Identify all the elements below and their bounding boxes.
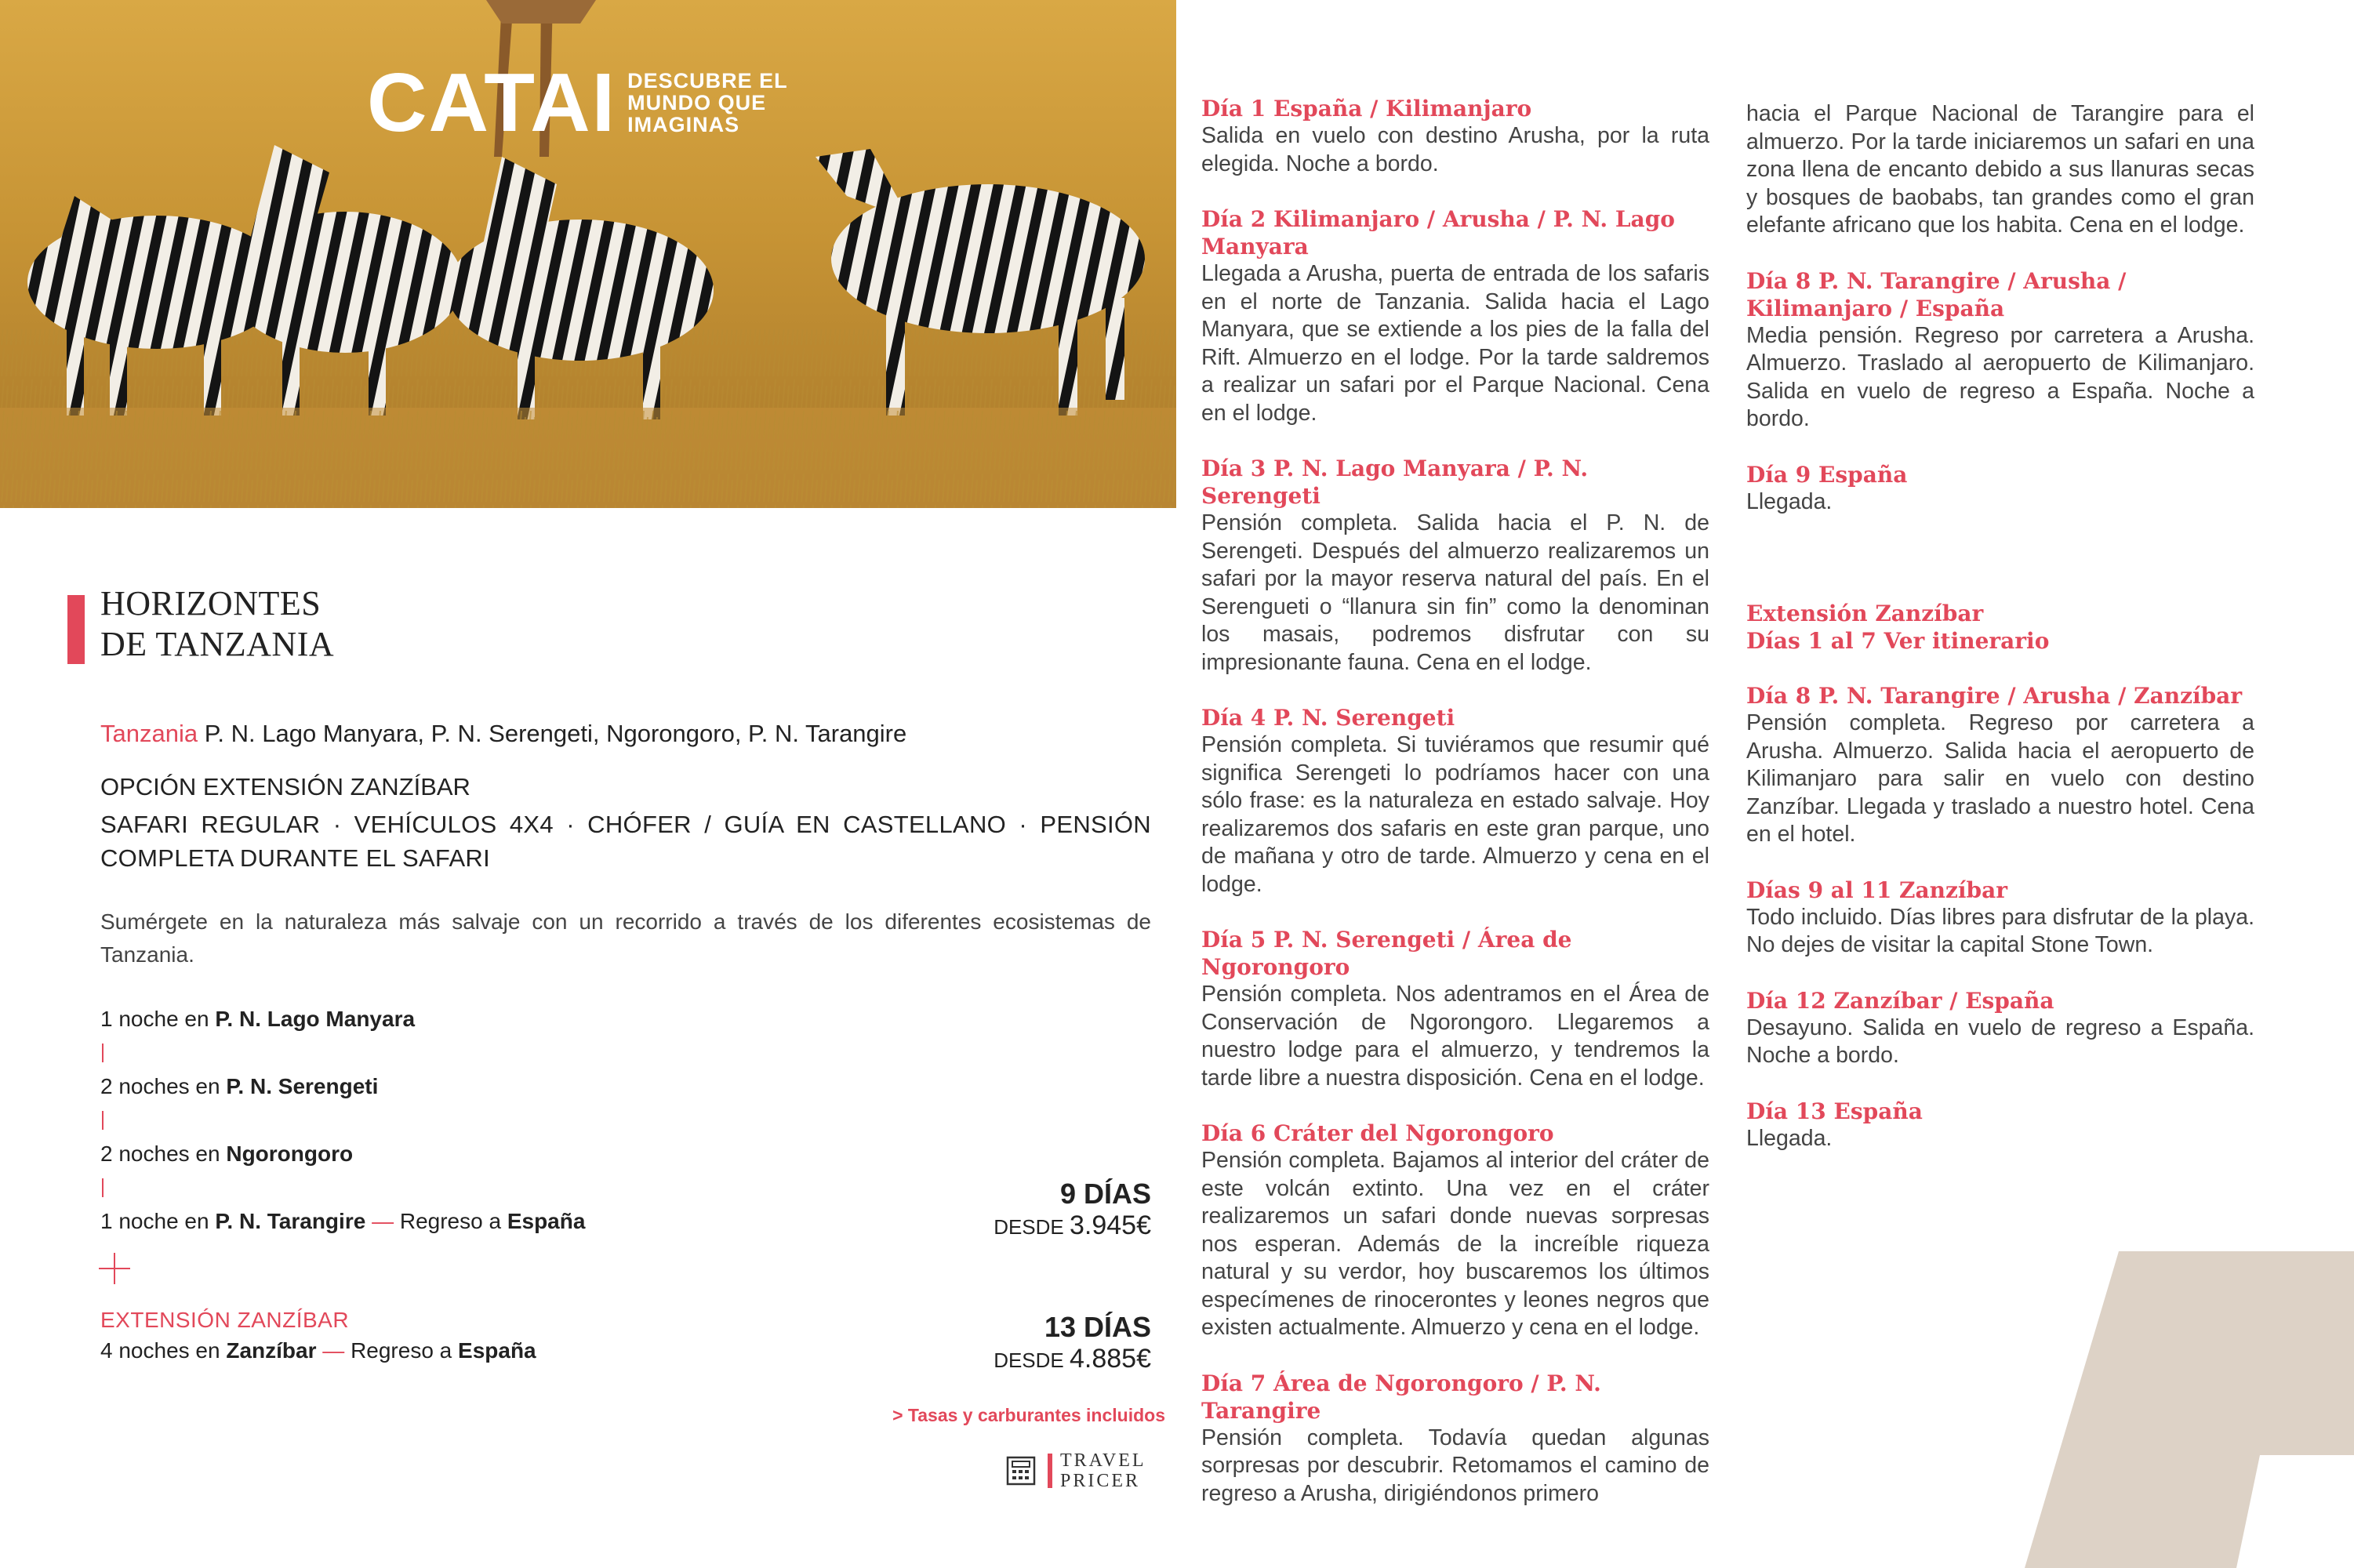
night-count: 1 noche en: [100, 1007, 209, 1031]
title-line: DE TANZANIA: [100, 625, 335, 663]
price-from-label: DESDE: [994, 1348, 1064, 1372]
return-place: España: [458, 1338, 536, 1363]
pricer-line: PRICER: [1060, 1471, 1141, 1491]
night-count: 1 noche en: [100, 1209, 209, 1233]
tour-features: SAFARI REGULAR · VEHÍCULOS 4X4 · CHÓFER / GUÍA EN CASTELLANO · PENSIÓN COMPLETA DURANTE EL SAFARI: [100, 811, 1151, 872]
pricer-accent-bar: [1048, 1454, 1052, 1488]
day-text: hacia el Parque Nacional de Tarangire para el almuerzo. Por la tarde iniciaremos un safari en una zona llena de encanto debido a sus llanuras secas y bosques de baobabs, tan grandes como el gran elefante africano que los habita. Cena en el lodge.: [1746, 101, 2254, 238]
country-name: Tanzania: [100, 720, 198, 747]
night-count: 2 noches en: [100, 1074, 220, 1098]
extension-title: EXTENSIÓN ZANZÍBAR: [100, 1308, 350, 1332]
day-title: Día 1 España / Kilimanjaro: [1201, 96, 1532, 122]
price-9-days: [994, 1178, 1151, 1241]
night-place: Zanzíbar: [226, 1338, 317, 1363]
extension-heading-line: Extensión Zanzíbar: [1746, 601, 1984, 626]
nights-list: [100, 1002, 585, 1238]
itinerary-day: [1746, 877, 2254, 960]
itinerary-day: [1201, 205, 1709, 427]
extension-heading: [1746, 600, 2254, 655]
dash: —: [322, 1338, 345, 1363]
night-separator: [100, 1103, 585, 1137]
day-title: Días 9 al 11 Zanzíbar: [1746, 877, 2007, 903]
pricer-line: TRAVEL: [1060, 1450, 1146, 1471]
day-title: Día 12 Zanzíbar / España: [1746, 987, 2054, 1014]
itinerary-day: [1201, 1370, 1709, 1508]
logo-tagline: [627, 70, 788, 136]
night-place: P. N. Tarangire: [215, 1209, 366, 1233]
price-amount: 3.945€: [1070, 1210, 1151, 1240]
day-title: Día 13 España: [1746, 1098, 1923, 1124]
day-text: Salida en vuelo con destino Arusha, por la ruta elegida. Noche a bordo.: [1201, 123, 1709, 176]
price-duration: 9 DÍAS: [1059, 1178, 1151, 1210]
price-from: [994, 1344, 1151, 1374]
day-title: Día 4 P. N. Serengeti: [1201, 705, 1455, 731]
catai-logo[interactable]: [367, 56, 788, 149]
title-line: HORIZONTES: [100, 584, 321, 622]
itinerary-day: [1746, 987, 2254, 1070]
day-text: Pensión completa. Salida hacia el P. N. de Serengeti. Después del almuerzo realizaremos un safari por la mayor reserva natural del país. En el Serengueti o “llanura sin fin” como la denominan los masais, podremos disfrutar con su impresionante fauna. Cena en el lodge.: [1201, 510, 1709, 675]
travel-pricer-badge[interactable]: [1005, 1450, 1146, 1491]
day-text: Pensión completa. Bajamos al interior del cráter de este volcán extinto. Una vez en el cráter realizaremos un safari donde nuevas sorpresas nos esperan. Además de la increíble riqueza natural y su verdor, hoy buscaremos los últimos especímenes de rinocerontes y leones negros que existen actualmente. Almuerzo y cena en el lodge.: [1201, 1148, 1709, 1340]
price-duration: 13 DÍAS: [1044, 1311, 1151, 1343]
day-text: Media pensión. Regreso por carretera a Arusha. Almuerzo. Traslado al aeropuerto de Kilimanjaro. Salida en vuelo de regreso a España. Noche a bordo.: [1746, 322, 2254, 431]
night-item: [100, 1069, 585, 1103]
night-separator: [100, 1171, 585, 1204]
night-item: [100, 1204, 585, 1238]
itinerary-day: [1746, 1098, 2254, 1153]
return-place: España: [507, 1209, 586, 1233]
night-count: 4 noches en: [100, 1338, 220, 1363]
calculator-icon: [1005, 1455, 1037, 1486]
itinerary-day: [1201, 926, 1709, 1092]
itinerary-day: [1746, 461, 2254, 517]
hero-photo-zebras: [0, 0, 1176, 508]
day-title: Día 8 P. N. Tarangire / Arusha / Kilimanjaro / España: [1746, 267, 2127, 321]
section-spacer: [1746, 543, 2254, 600]
destinations: [100, 720, 906, 748]
price-amount: 4.885€: [1070, 1344, 1151, 1374]
itinerary-day: [1201, 704, 1709, 898]
night-count: 2 noches en: [100, 1142, 220, 1166]
decorative-corner-shape: [2025, 1251, 2354, 1568]
day-text: Llegada.: [1746, 488, 1833, 514]
itinerary-day: [1201, 455, 1709, 677]
day-title: Día 7 Área de Ngorongoro / P. N. Tarangire: [1201, 1370, 1601, 1424]
itinerary-column-2: [1746, 100, 2254, 1180]
night-place: Ngorongoro: [226, 1142, 354, 1166]
itinerary-day: [1746, 682, 2254, 849]
itinerary-day: [1201, 95, 1709, 178]
day-title: Día 3 P. N. Lago Manyara / P. N. Serengeti: [1201, 456, 1589, 509]
night-place: P. N. Lago Manyara: [215, 1007, 416, 1031]
day-title: Día 8 P. N. Tarangire / Arusha / Zanzíbar: [1746, 683, 2243, 709]
day-text: Llegada a Arusha, puerta de entrada de los safaris en el norte de Tanzania. Salida hacia el Lago Manyara, que se extiende a los pies de la falla del Rift. Almuerzo en el lodge. Por la tarde saldremos a realizar un safari por el Parque Nacional. Cena en el lodge.: [1201, 261, 1709, 426]
night-separator: [100, 1036, 585, 1069]
dash: —: [372, 1209, 394, 1233]
day-text: Pensión completa. Nos adentramos en el Área de Conservación de Ngorongoro. Llegaremos a nuestro lodge para el almuerzo, y tendremos la tarde libre a nuestra disposición. Cena en el lodge.: [1201, 982, 1709, 1091]
extension-option: OPCIÓN EXTENSIÓN ZANZÍBAR: [100, 773, 470, 800]
itinerary-column-1: [1201, 95, 1709, 1535]
day-title: Día 2 Kilimanjaro / Arusha / P. N. Lago Manyara: [1201, 206, 1675, 260]
tour-intro: Sumérgete en la naturaleza más salvaje con un recorrido a través de los diferentes ecosistemas de Tanzania.: [100, 909, 1151, 967]
plus-icon: [97, 1251, 132, 1286]
day-text: Pensión completa. Si tuviéramos que resumir qué significa Serengeti lo podríamos hacer con una sólo frase: es la naturaleza en estado salvaje. Hoy realizaremos dos safaris en este gran parque, uno de mañana y otro de tarde. Almuerzo y cena en el lodge.: [1201, 732, 1709, 897]
pricer-label: [1060, 1450, 1146, 1491]
night-place: P. N. Serengeti: [226, 1074, 379, 1098]
day-title: Día 6 Cráter del Ngorongoro: [1201, 1120, 1554, 1146]
night-item: [100, 1137, 585, 1171]
title-accent-bar: [67, 595, 85, 664]
price-13-days: [994, 1311, 1151, 1374]
itinerary-day: [1201, 1120, 1709, 1342]
day-title: Día 5 P. N. Serengeti / Área de Ngorongoro: [1201, 927, 1572, 980]
return-text: Regreso a: [351, 1338, 452, 1363]
places-list: P. N. Lago Manyara, P. N. Serengeti, Ngorongoro, P. N. Tarangire: [204, 720, 907, 747]
tagline-line: IMAGINAS: [627, 113, 740, 136]
day-text: Pensión completa. Todavía quedan algunas sorpresas por descubrir. Retomamos el camino de regreso a Arusha, dirigiéndonos primero: [1201, 1425, 1709, 1506]
extension-nights: [100, 1338, 536, 1363]
page-title: [100, 583, 334, 665]
tagline-line: MUNDO QUE: [627, 91, 767, 114]
itinerary-day: [1746, 267, 2254, 434]
day-text: Todo incluido. Días libres para disfrutar de la playa. No dejes de visitar la capital Stone Town.: [1746, 904, 2254, 957]
taxes-link[interactable]: > Tasas y carburantes incluidos: [892, 1405, 1165, 1425]
tagline-line: DESCUBRE EL: [627, 69, 788, 93]
day-text: Desayuno. Salida en vuelo de regreso a España. Noche a bordo.: [1746, 1014, 2254, 1068]
day-title: Día 9 España: [1746, 461, 1908, 488]
extension-heading-line[interactable]: Días 1 al 7 Ver itinerario: [1746, 628, 2050, 654]
logo-wordmark: CATAI: [367, 56, 617, 149]
price-from: [994, 1210, 1151, 1241]
price-from-label: DESDE: [994, 1215, 1064, 1239]
day-text: Pensión completa. Regreso por carretera a Arusha. Almuerzo. Salida hacia el aeropuerto de Kilimanjaro para salir en vuelo con destino Zanzíbar. Llegada y traslado a nuestro hotel. Cena en el hotel.: [1746, 710, 2254, 847]
night-item: [100, 1002, 585, 1036]
day-text: Llegada.: [1746, 1125, 1833, 1151]
return-text: Regreso a: [399, 1209, 502, 1233]
itinerary-day-continued: [1746, 100, 2254, 240]
